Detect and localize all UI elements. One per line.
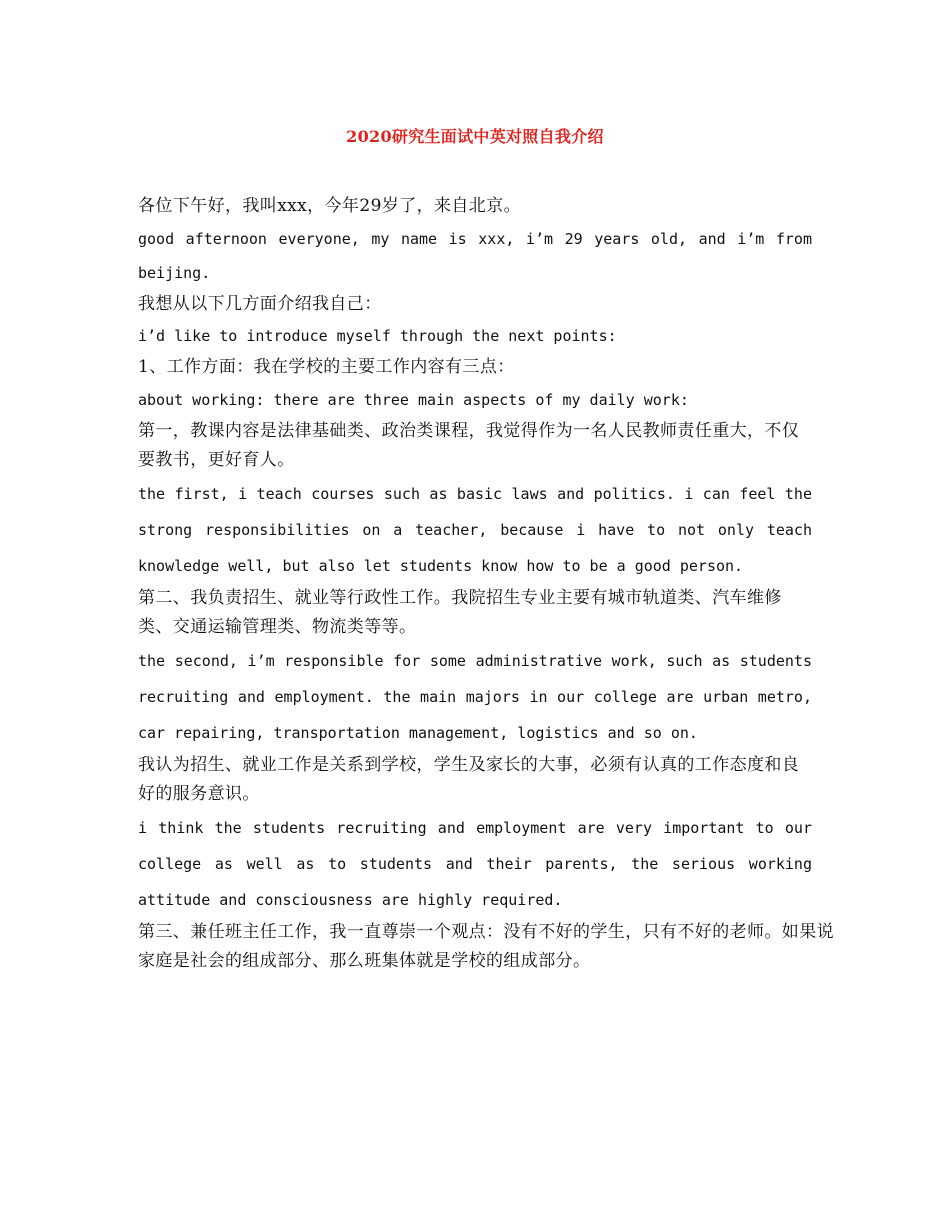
paragraph-en-first: the first, i teach courses such as basic laws and politics. i can feel the strong responsibilities on a teacher, because i have to not only teach knowledge well, but also let students know how to be a good person. bbox=[138, 484, 812, 575]
paragraph-cn-recruiting: 我认为招生、就业工作是关系到学校，学生及家长的大事，必须有认真的工作态度和良好的服务意识。 bbox=[138, 754, 800, 804]
paragraph-en-second: the second, i’m responsible for some administrative work, such as students recruiting and employment. the main majors in our college are urban metro, car repairing, transportation management, logistics and so on. bbox=[138, 651, 812, 742]
paragraph-en-intro: i’d like to introduce myself through the next points: bbox=[138, 327, 617, 345]
paragraph-en-greeting: good afternoon everyone, my name is xxx, i’m 29 years old, and i’m from beijing. bbox=[138, 229, 812, 282]
paragraph-cn-intro: 我想从以下几方面介绍我自己： bbox=[138, 293, 382, 314]
paragraph-cn-third: 第三、兼任班主任工作，我一直尊崇一个观点：没有不好的学生，只有不好的老师。如果说家庭是社会的组成部分、那么班集体就是学校的组成部分。 bbox=[138, 921, 834, 971]
paragraph-cn-second: 第二、我负责招生、就业等行政性工作。我院招生专业主要有城市轨道类、汽车维修类、交通运输管理类、物流类等等。 bbox=[138, 587, 782, 637]
paragraph-cn-first: 第一，教课内容是法律基础类、政治类课程，我觉得作为一名人民教师责任重大，不仅要教书，更好育人。 bbox=[138, 420, 800, 470]
document-body bbox=[138, 192, 834, 977]
paragraph-cn-work-heading: 1、工作方面：我在学校的主要工作内容有三点： bbox=[138, 357, 515, 377]
paragraph-en-work-heading: about working: there are three main aspects of my daily work: bbox=[138, 390, 689, 409]
paragraph-cn-greeting: 各位下午好，我叫xxx，今年29岁了，来自北京。 bbox=[138, 196, 521, 216]
document-title: 2020研究生面试中英对照自我介绍 bbox=[346, 127, 604, 146]
paragraph-en-recruiting: i think the students recruiting and employment are very important to our college as well as to students and their parents, the serious working attitude and consciousness are highly required. bbox=[138, 818, 812, 909]
